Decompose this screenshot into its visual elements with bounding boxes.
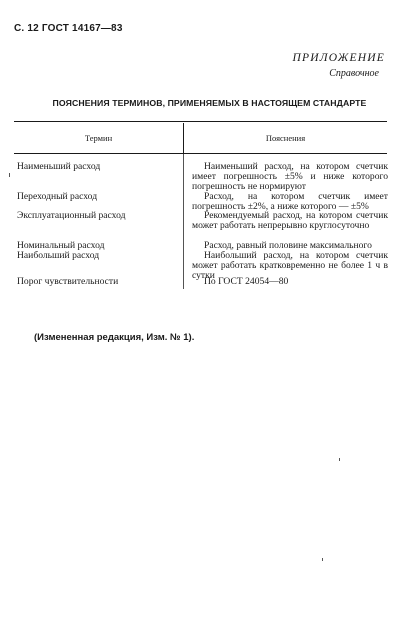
explanation-cell: Наибольший расход, на котором счетчик может работать кратковременно не более 1 ч в сутки — [192, 250, 388, 281]
term-cell: Переходный расход — [17, 191, 98, 202]
page-header: С. 12 ГОСТ 14167—83 — [14, 23, 123, 34]
header-bottom-rule — [14, 153, 387, 154]
explanation-cell: Наименьший расход, на котором счетчик имеет погрешность ±5% и ниже которого погрешность не нормируют — [192, 161, 388, 192]
term-cell: Наибольший расход — [17, 250, 100, 261]
explanation-cell: Расход, на котором счетчик имеет погрешность ±2%, а ниже которого — ±5% — [192, 191, 388, 212]
explanation-cell: Рекомендуемый расход, на котором счетчик может работать непрерывно круглосуточно — [192, 210, 388, 231]
column-header-term: Термин — [84, 133, 113, 143]
revision-note: (Измененная редакция, Изм. № 1). — [34, 332, 195, 343]
appendix-title: ПРИЛОЖЕНИЕ — [292, 52, 385, 64]
explanation-cell: По ГОСТ 24054—80 — [204, 276, 289, 287]
appendix-label — [293, 50, 385, 82]
print-speck — [339, 458, 340, 461]
table-top-rule — [14, 121, 387, 122]
term-cell: Наименьший расход — [17, 161, 101, 172]
term-cell: Порог чувствительности — [17, 276, 119, 287]
body-column-divider — [183, 153, 184, 289]
term-cell: Эксплуатационный расход — [17, 210, 126, 221]
print-speck — [322, 558, 323, 561]
header-column-divider — [183, 123, 184, 153]
appendix-subtitle: Справочное — [329, 68, 379, 79]
column-header-explanation: Пояснения — [265, 133, 306, 143]
term-cell: Номинальный расход — [17, 240, 105, 251]
document-title: ПОЯСНЕНИЯ ТЕРМИНОВ, ПРИМЕНЯЕМЫХ В НАСТОЯЩЕМ СТАНДАРТЕ — [52, 98, 367, 108]
print-speck — [9, 173, 10, 177]
explanation-cell: Расход, равный половине максимального — [204, 240, 372, 251]
